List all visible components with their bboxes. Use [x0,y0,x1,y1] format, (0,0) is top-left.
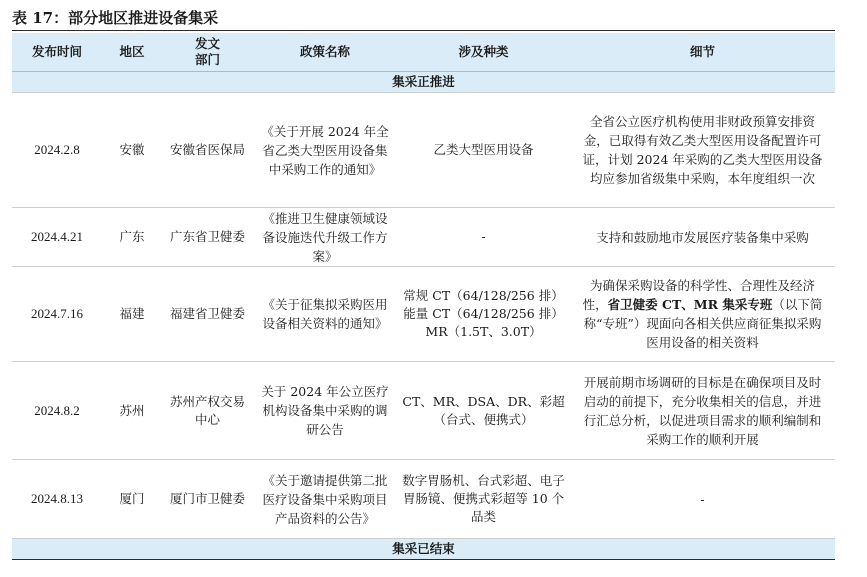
header-category: 涉及种类 [397,33,570,72]
cell-policy: 关于 2024 年公立医疗机构设备集中采购的调研公告 [253,362,397,460]
cell-detail [570,267,835,362]
cell-category: 数字胃肠机、台式彩超、电子胃肠镜、便携式彩超等 10 个品类 [397,460,570,539]
cell-detail: 开展前期市场调研的目标是在确保项目及时启动的前提下，充分收集相关的信息，并进行汇总分析，以促进项目需求的顺利编制和采购工作的顺利开展 [570,362,835,460]
table-row [12,267,835,362]
cell-policy: 《关于开展 2024 年全省乙类大型医用设备集中采购工作的通知》 [253,93,397,208]
header-date: 发布时间 [12,33,102,72]
cell-region: 福建 [102,267,162,362]
header-dept: 发文 部门 [162,33,253,72]
cell-date: 2024.8.2 [12,362,102,460]
cell-dept: 安徽省医保局 [162,93,253,208]
section-label-ongoing: 集采正推进 [12,72,835,93]
cell-dept: 厦门市卫健委 [162,460,253,539]
cell-region: 广东 [102,208,162,267]
cell-dept: 苏州产权交易中心 [162,362,253,460]
header-detail: 细节 [570,33,835,72]
table-header-row [12,33,835,72]
cell-detail: 全省公立医疗机构使用非财政预算安排资金，已取得有效乙类大型医用设备配置许可证，计划 2024 年采购的乙类大型医用设备均应参加省级集中采购，本年度组织一次 [570,93,835,208]
cell-policy: 《关于邀请提供第二批医疗设备集中采购项目产品资料的公告》 [253,460,397,539]
table-row [12,460,835,539]
cell-category: CT、MR、DSA、DR、彩超（台式、便携式） [397,362,570,460]
detail-text-bold: 省卫健委 CT、MR 集采专班 [607,297,773,312]
section-row-ongoing [12,72,835,93]
cell-region: 厦门 [102,460,162,539]
cell-dept: 广东省卫健委 [162,208,253,267]
header-policy: 政策名称 [253,33,397,72]
cell-date: 2024.4.21 [12,208,102,267]
cell-region: 安徽 [102,93,162,208]
cell-policy: 《关于征集拟采购医用设备相关资料的通知》 [253,267,397,362]
cell-detail: - [570,460,835,539]
cell-category: - [397,208,570,267]
cell-date: 2024.8.13 [12,460,102,539]
header-region: 地区 [102,33,162,72]
table-row [12,93,835,208]
cell-category: 乙类大型医用设备 [397,93,570,208]
section-row-ended [12,539,835,560]
cell-detail: 支持和鼓励地市发展医疗装备集中采购 [570,208,835,267]
cell-date: 2024.7.16 [12,267,102,362]
title-divider [12,30,835,31]
cell-policy: 《推进卫生健康领域设备设施迭代升级工作方案》 [253,208,397,267]
cell-region: 苏州 [102,362,162,460]
cell-category: 常规 CT（64/128/256 排） 能量 CT（64/128/256 排） MR（1.5T、3.0T） [397,267,570,362]
detail-text-post: （以下简称“专班”）现面向各相关供应商征集拟采购医用设备的相关资料 [583,297,823,350]
table-row [12,362,835,460]
table-title: 表 17：部分地区推进设备集采 [12,9,219,27]
policy-table [12,33,835,560]
cell-date: 2024.2.8 [12,93,102,208]
cell-dept: 福建省卫健委 [162,267,253,362]
detail-text-pre: 为确保采购设备的科学性、合理性及经济性， [582,278,815,312]
table-row [12,208,835,267]
section-label-ended: 集采已结束 [12,539,835,560]
